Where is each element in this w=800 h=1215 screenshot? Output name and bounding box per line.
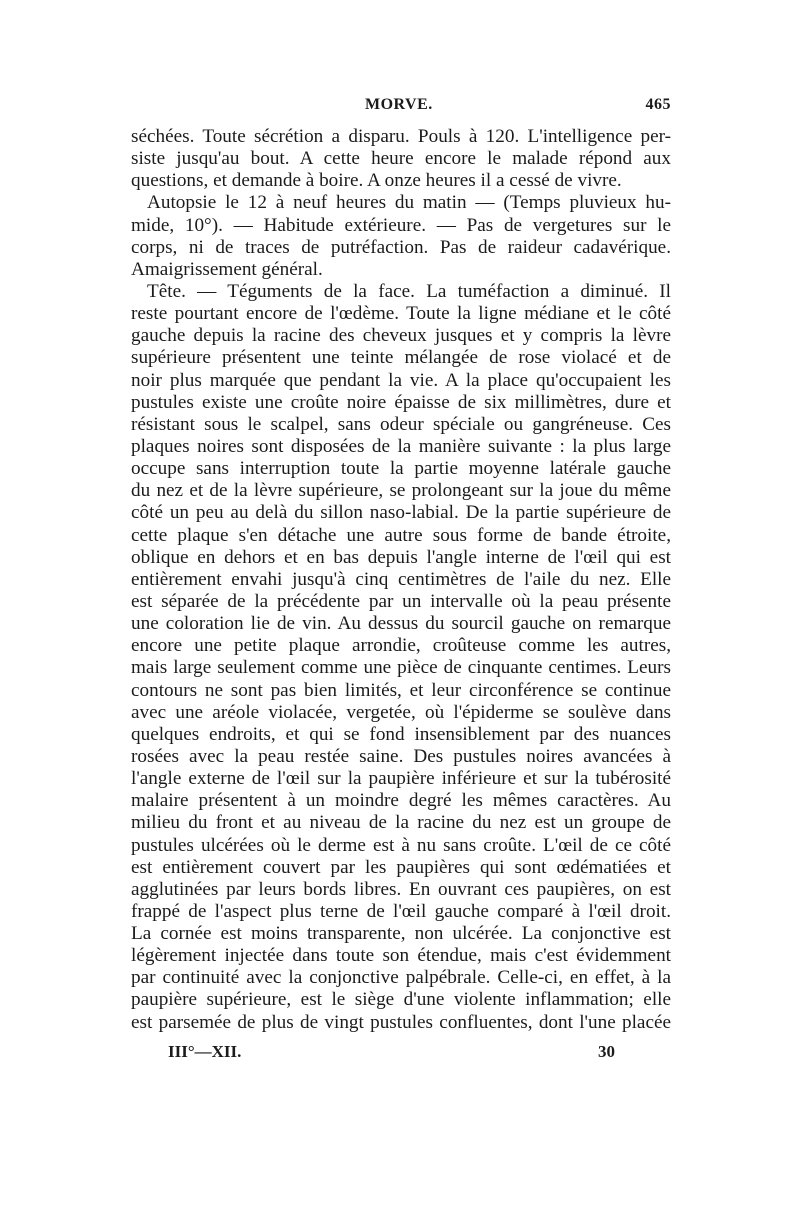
text-line: est séparée de la précédente par un intervalle où la peau présente (131, 590, 671, 612)
text-line: siste jusqu'au bout. A cette heure encore le malade répond aux (131, 148, 671, 170)
text-line: oblique en dehors et en bas depuis l'angle interne de l'œil qui est (131, 546, 671, 568)
text-line: est parsemée de plus de vingt pustules confluentes, dont l'une placée (131, 1011, 671, 1033)
body-text (131, 126, 671, 1034)
page-footer (131, 1042, 671, 1066)
text-line: milieu du front et au niveau de la racine du nez est un groupe de (131, 812, 671, 834)
book-page (131, 96, 671, 1066)
text-line: rosées avec la peau restée saine. Des pustules noires avancées à (131, 745, 671, 767)
text-line: encore une petite plaque arrondie, croûteuse comme les autres, (131, 635, 671, 657)
text-line: résistant sous le scalpel, sans odeur spéciale ou gangréneuse. Ces (131, 413, 671, 435)
text-line: questions, et demande à boire. A onze heures il a cessé de vivre. (131, 170, 622, 192)
page-number: 465 (645, 96, 671, 113)
text-line: par continuité avec la conjonctive palpébrale. Celle-ci, en effet, à la (131, 967, 671, 989)
text-line: séchées. Toute sécrétion a disparu. Pouls à 120. L'intelligence per- (131, 126, 671, 147)
text-line: avec une aréole violacée, vergetée, où l'épiderme se soulève dans (131, 701, 671, 723)
text-line: corps, ni de traces de putréfaction. Pas de raideur cadavérique. (131, 236, 671, 258)
text-line: quelques endroits, et qui se fond insensiblement par des nuances (131, 723, 671, 745)
text-line: agglutinées par leurs bords libres. En ouvrant ces paupières, on est (131, 878, 671, 900)
signature-mark: III°—XII. (168, 1041, 242, 1061)
text-line: pustules ulcérées où le derme est à nu sans croûte. L'œil de ce côté (131, 834, 671, 856)
text-line: Autopsie le 12 à neuf heures du matin — (Temps pluvieux hu- (147, 192, 671, 214)
running-head (131, 96, 671, 122)
text-line: une coloration lie de vin. Au dessus du sourcil gauche on remarque (131, 613, 671, 635)
text-line: entièrement envahi jusqu'à cinq centimètres de l'aile du nez. Elle (131, 568, 671, 590)
text-line: frappé de l'aspect plus terne de l'œil gauche comparé à l'œil droit. (131, 900, 671, 922)
running-title: MORVE. (365, 96, 433, 113)
text-line: mide, 10°). — Habitude extérieure. — Pas de vergetures sur le (131, 214, 671, 236)
text-line: noir plus marquée que pendant la vie. A la place qu'occupaient les (131, 369, 671, 391)
sheet-number: 30 (598, 1041, 615, 1061)
text-line: Amaigrissement général. (131, 258, 323, 280)
text-line: cette plaque s'en détache une autre sous forme de bande étroite, (131, 524, 671, 546)
text-line: contours ne sont pas bien limités, et leur circonférence se continue (131, 679, 671, 701)
text-line: légèrement injectée dans toute son étendue, mais c'est évidemment (131, 945, 671, 967)
text-line: est entièrement couvert par les paupières qui sont œdématiées et (131, 856, 671, 878)
text-line: malaire présentent à un moindre degré les mêmes caractères. Au (131, 790, 671, 812)
text-line: l'angle externe de l'œil sur la paupière inférieure et sur la tubérosité (131, 768, 671, 790)
text-line: supérieure présentent une teinte mélangée de rose violacé et de (131, 347, 671, 369)
text-line: pustules existe une croûte noire épaisse de six millimètres, dure et (131, 391, 671, 413)
text-line: gauche depuis la racine des cheveux jusques et y compris la lèvre (131, 325, 671, 347)
text-line: côté un peu au delà du sillon naso-labial. De la partie supérieure de (131, 502, 671, 524)
text-line: La cornée est moins transparente, non ulcérée. La conjonctive est (131, 923, 671, 945)
text-line: paupière supérieure, est le siège d'une violente inflammation; elle (131, 989, 671, 1011)
text-line: Tête. — Téguments de la face. La tuméfaction a diminué. Il (147, 280, 671, 302)
text-line: mais large seulement comme une pièce de cinquante centimes. Leurs (131, 657, 671, 679)
text-line: du nez et de la lèvre supérieure, se prolongeant sur la joue du même (131, 480, 671, 502)
text-line: occupe sans interruption toute la partie moyenne latérale gauche (131, 458, 671, 480)
text-line: reste pourtant encore de l'œdème. Toute la ligne médiane et le côté (131, 303, 671, 325)
text-line: plaques noires sont disposées de la manière suivante : la plus large (131, 435, 671, 457)
